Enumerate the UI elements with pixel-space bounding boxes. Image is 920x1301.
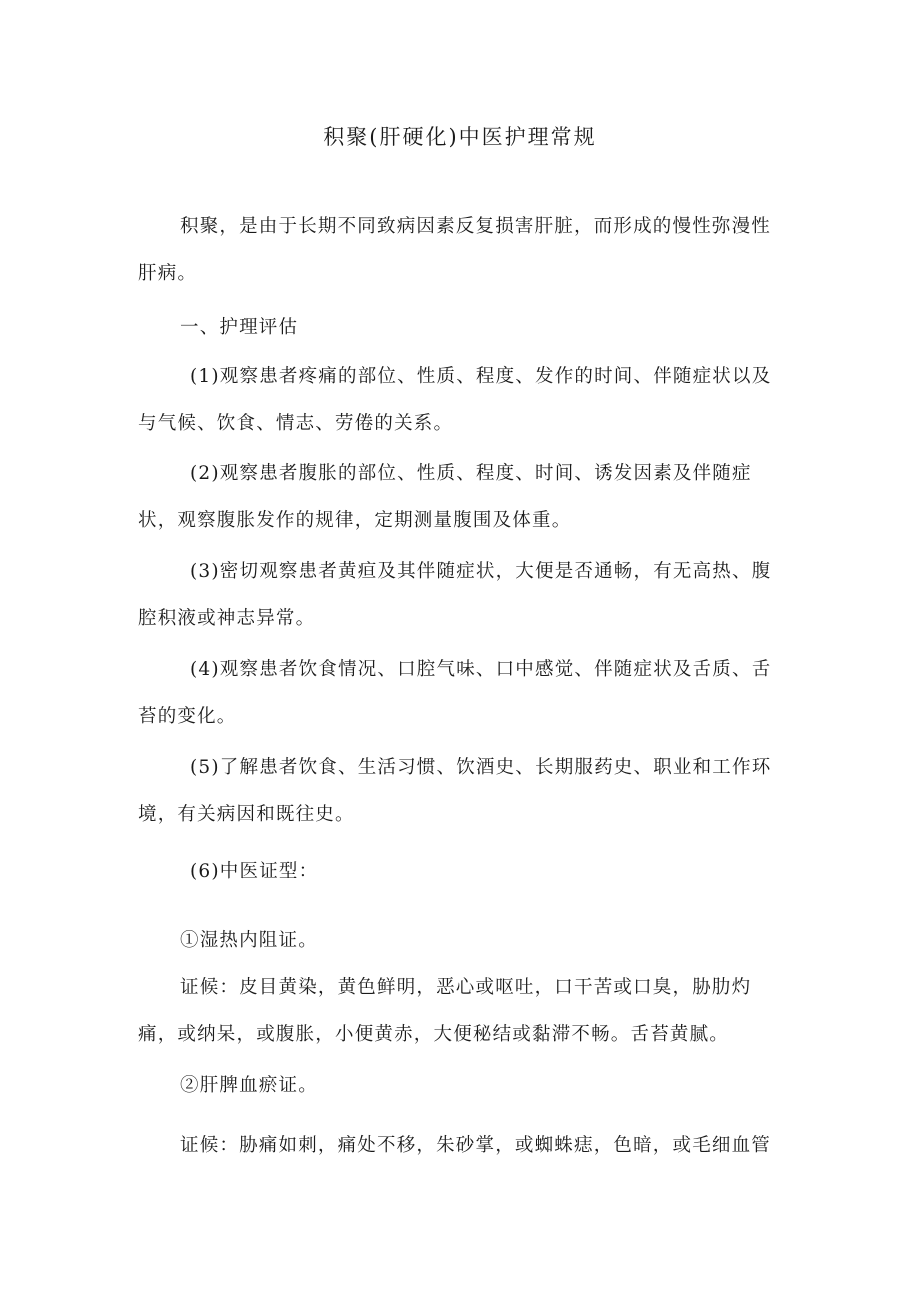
assessment-item-2: (2)观察患者腹胀的部位、性质、程度、时间、诱发因素及伴随症状，观察腹胀发作的规律，定期测量腹围及体重。: [138, 463, 752, 531]
syndrome-1-signs: 证候：皮目黄染，黄色鲜明，恶心或呕吐，口干苦或口臭，胁肋灼痛，或纳呆，或腹胀，小便黄赤，大便秘结或黏滞不畅。舌苔黄腻。: [138, 977, 752, 1045]
syndrome-1-title: ①湿热内阻证。: [180, 930, 318, 951]
assessment-item-6: (6)中医证型：: [190, 861, 319, 882]
syndrome-2-signs: 证候：胁痛如刺，痛处不移，朱砂掌，或蜘蛛痣，色暗，或毛细血管: [180, 1135, 772, 1156]
assessment-item-1: (1)观察患者疼痛的部位、性质、程度、发作的时间、伴随症状以及与气候、饮食、情志、劳倦的关系。: [138, 366, 772, 434]
intro-paragraph: 积聚，是由于长期不同致病因素反复损害肝脏，而形成的慢性弥漫性肝病。: [138, 216, 772, 284]
assessment-item-4: (4)观察患者饮食情况、口腔气味、口中感觉、伴随症状及舌质、舌苔的变化。: [138, 659, 772, 727]
syndrome-2-title: ②肝脾血瘀证。: [180, 1075, 318, 1096]
assessment-item-3: (3)密切观察患者黄疸及其伴随症状，大便是否通畅，有无高热、腹腔积液或神志异常。: [138, 561, 772, 629]
section-heading-assessment: 一、护理评估: [180, 317, 299, 338]
assessment-item-5: (5)了解患者饮食、生活习惯、饮酒史、长期服药史、职业和工作环境，有关病因和既往史。: [138, 757, 772, 825]
document-title: 积聚(肝硬化)中医护理常规: [323, 125, 597, 149]
